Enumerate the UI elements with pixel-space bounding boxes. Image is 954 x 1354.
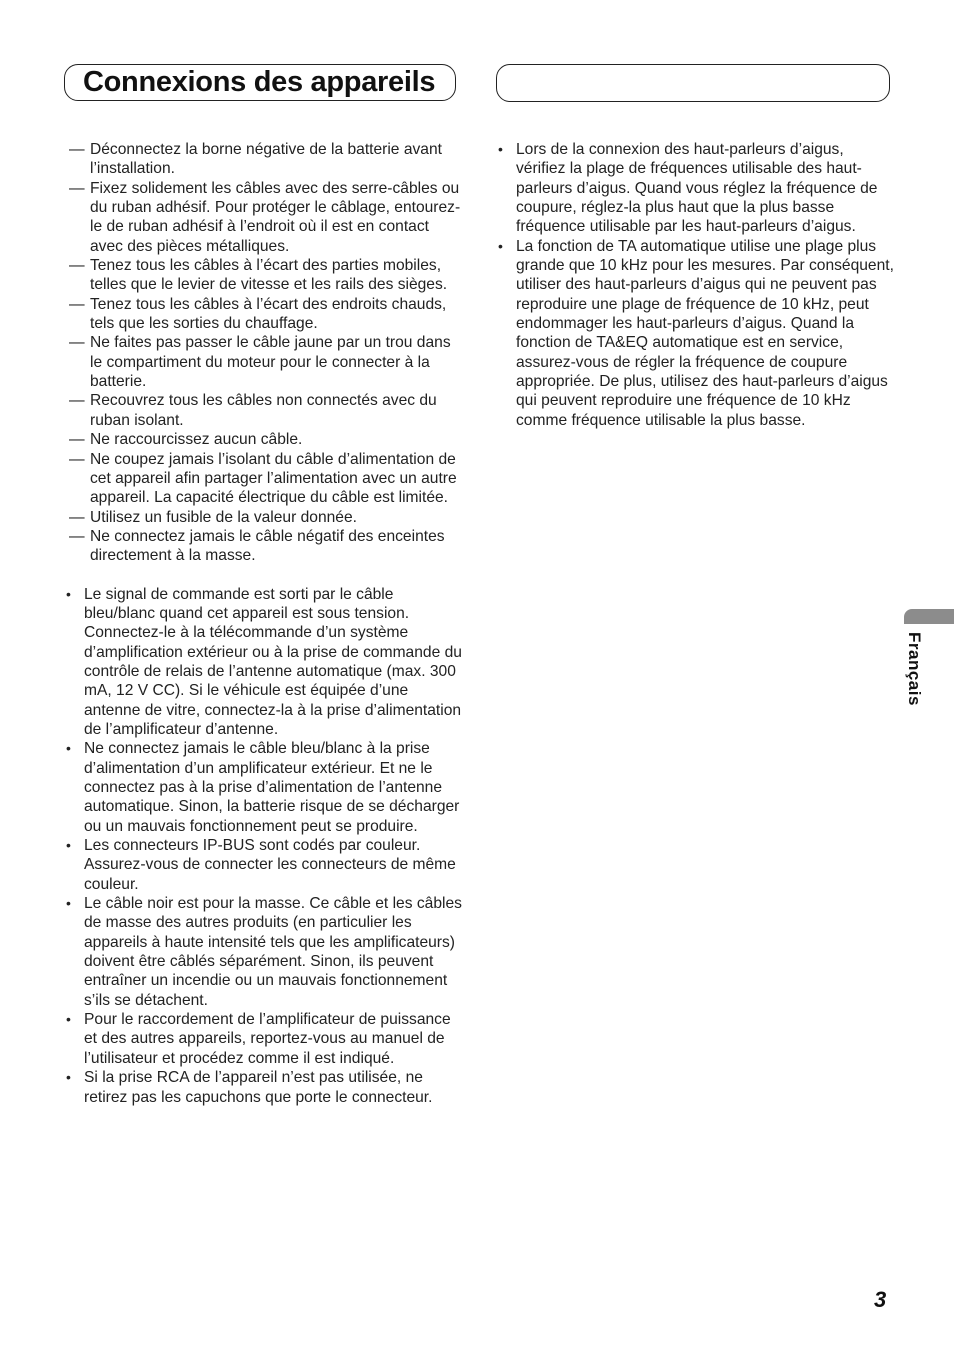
dash-item-text: Ne faites pas passer le câble jaune par un trou dans le compartiment du moteur pour le connecter à la batterie. [90,334,451,391]
dash-item [69,179,464,256]
bullet-marker: • [66,837,71,854]
dash-item-text: Ne connectez jamais le câble négatif des enceintes directement à la masse. [90,527,445,565]
left-bullet-list [64,585,464,1107]
dash-item [69,140,464,179]
dash-marker: — [69,392,85,410]
bullet-item-text: La fonction de TA automatique utilise une plage plus grande que 10 kHz pour les mesures. Par conséquent, utiliser des haut-parleurs d’aigus qui ne peuvent pas reproduire une plage de fréquence de 10 kHz, peut endommager les haut-parleurs d’aigus. Quand la fonction de TA&EQ automatique est en service, assurez-vous de régler la fréquence de coupure appropriée. De plus, utilisez des haut-parleurs d’aigus qui peuvent reproduire une fréquence de 10 kHz comme fréquence utilisable la plus basse. [516,237,894,429]
right-header-frame [496,64,890,102]
bullet-item-text: Lors de la connexion des haut-parleurs d’aigus, vérifiez la plage de fréquences utilisable des haut-parleurs d’aigus. Quand vous réglez la fréquence de coupure, réglez-la plus haut que la plus basse fréquence utilisable par les haut-parleurs d’aigus. [516,141,878,236]
dash-marker: — [69,431,85,449]
dash-marker: — [69,179,85,197]
spacer [64,566,464,585]
dash-item [69,508,464,527]
dash-item [69,333,464,391]
dash-item [69,295,464,334]
section-title-frame [64,64,456,101]
dash-item-text: Utilisez un fusible de la valeur donnée. [90,508,357,526]
bullet-item [496,140,894,237]
language-label: Français [905,632,924,706]
right-bullet-list [496,140,894,430]
dash-marker: — [69,295,85,313]
language-label-container [904,632,934,722]
bullet-item [64,739,464,836]
bullet-item-text: Le signal de commande est sorti par le câble bleu/blanc quand cet appareil est sous tension. Connectez-le à la télécommande d’un système d’amplification extérieur ou à la prise de commande du contrôle de relais de l’antenne automatique (max. 300 mA, 12 V CC). Si le véhicule est équipée d’une antenne de vitre, connectez-la à la prise d’alimentation de l’amplificateur d’antenne. [84,585,462,738]
dash-item [69,450,464,508]
bullet-item-text: Le câble noir est pour la masse. Ce câble et les câbles de masse des autres produits (en particulier les appareils à haute intensité tels que les amplificateurs) doivent être câblés séparément. Sinon, ils peuvent entraîner un incendie ou un mauvais fonctionnement s’ils se détachent. [84,895,462,1009]
bullet-item [64,1010,464,1068]
page-number: 3 [874,1287,887,1312]
dash-item [69,430,464,449]
language-tab [904,609,954,624]
dash-item [69,391,464,430]
bullet-item [64,1068,464,1107]
bullet-item [496,237,894,430]
dash-item [69,527,464,566]
bullet-item [64,894,464,1010]
dash-item-text: Tenez tous les câbles à l’écart des endroits chauds, tels que les sorties du chauffage. [90,295,447,333]
bullet-item-text: Pour le raccordement de l’amplificateur de puissance et des autres appareils, reportez-vous au manuel de l’utilisateur et procédez comme il est indiqué. [84,1011,451,1067]
dash-marker: — [69,450,85,468]
dash-marker: — [69,527,85,545]
bullet-item [64,836,464,894]
bullet-item [64,585,464,740]
right-column [496,140,894,430]
bullet-item-text: Ne connectez jamais le câble bleu/blanc à la prise d’alimentation d’un amplificateur extérieur. Et ne le connectez pas à la prise d’alimentation de l’antenne automatique. Sinon, la batterie risque de se décharger ou un mauvais fonctionnement peut se produire. [84,740,460,835]
dash-marker: — [69,334,85,352]
bullet-item-text: Les connecteurs IP-BUS sont codés par couleur. Assurez-vous de connecter les connecteurs de même couleur. [84,837,456,893]
page-title: Connexions des appareils [83,66,436,98]
dash-item-text: Déconnectez la borne négative de la batterie avant l’installation. [90,141,442,178]
dash-marker: — [69,141,85,158]
bullet-marker: • [66,740,71,757]
bullet-marker: • [66,895,71,912]
dash-marker: — [69,508,85,526]
dash-marker: — [69,257,85,275]
bullet-marker: • [66,1069,71,1086]
dash-item [69,256,464,295]
bullet-item-text: Si la prise RCA de l’appareil n’est pas utilisée, ne retirez pas les capuchons que porte le connecteur. [84,1069,433,1106]
dash-item-text: Tenez tous les câbles à l’écart des parties mobiles, telles que le levier de vitesse et les rails des sièges. [90,257,448,294]
left-column [64,140,464,1107]
bullet-marker: • [498,237,503,254]
bullet-marker: • [66,585,71,602]
dash-item-text: Fixez solidement les câbles avec des serre-câbles ou du ruban adhésif. Pour protéger le câblage, entourez-le de ruban adhésif à l’endroit où il est en contact avec des pièces métalliques. [90,179,461,255]
dash-item-text: Ne coupez jamais l’isolant du câble d’alimentation de cet appareil afin partager l’alimentation avec un autre appareil. La capacité électrique du câble est limitée. [90,450,457,507]
precautions-dash-list [64,140,464,566]
dash-item-text: Recouvrez tous les câbles non connectés avec du ruban isolant. [90,392,437,429]
bullet-marker: • [66,1011,71,1028]
dash-item-text: Ne raccourcissez aucun câble. [90,431,303,449]
bullet-marker: • [498,141,503,157]
